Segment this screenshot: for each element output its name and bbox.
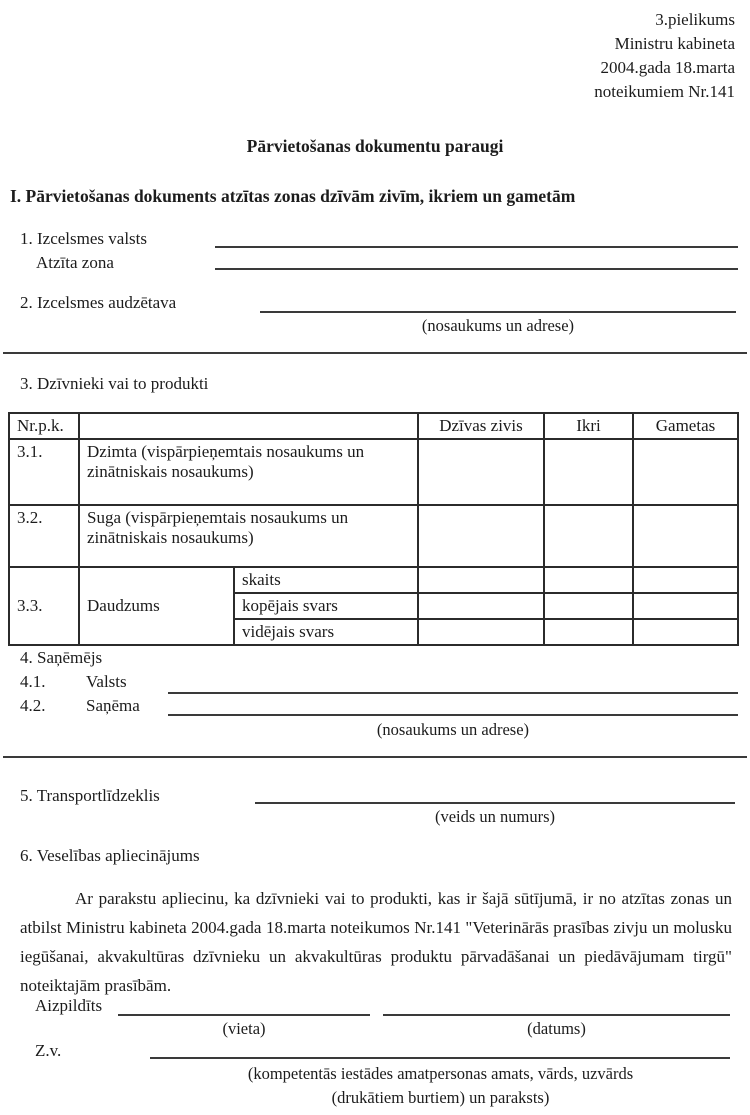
animals-table — [8, 412, 739, 646]
table-row — [9, 439, 738, 505]
row33b-gametes-cell — [633, 593, 738, 619]
row32-label: Suga (vispārpieņemtais nosaukums un zinātniskais nosaukums) — [79, 505, 418, 567]
item2-farm-line — [260, 311, 736, 313]
row33-sublabel-avg-weight: vidējais svars — [234, 619, 418, 645]
header-nrpk: Nr.p.k. — [9, 413, 79, 439]
row33a-roe-cell — [544, 567, 633, 593]
table-header-row — [9, 413, 738, 439]
row32-num: 3.2. — [9, 505, 79, 567]
row31-live-fish-cell — [418, 439, 544, 505]
signature-line — [150, 1057, 730, 1059]
table-row — [9, 567, 738, 593]
annex-number: 3.pielikums — [655, 10, 735, 29]
item5-transport-line — [255, 802, 735, 804]
row31-num: 3.1. — [9, 439, 79, 505]
item1-zone-line — [215, 268, 738, 270]
item4-row1-label: Valsts — [86, 672, 127, 691]
regulation-reference — [594, 8, 735, 104]
row33-num: 3.3. — [9, 567, 79, 645]
signature-caption — [113, 1062, 750, 1110]
row33-label: Daudzums — [79, 567, 234, 645]
item4-recipient-line — [168, 714, 738, 716]
item6-label: 6. Veselības apliecinājums — [20, 846, 200, 865]
filled-label: Aizpildīts — [35, 996, 103, 1015]
table-row — [9, 505, 738, 567]
header-roe: Ikri — [544, 413, 633, 439]
item1-sublabel: Atzīta zona — [36, 253, 114, 272]
health-declaration-paragraph: Ar parakstu apliecinu, ka dzīvnieki vai to produkti, kas ir šajā sūtījumā, ir no atzītas zonas un atbilst Ministru kabineta 2004.gada 18.marta noteikumos Nr.141 "Veterinārās prasības zivju un molusku iegūšanai, akvakultūras dzīvnieku un akvakultūras produktu pārvadāšanai un piedāvājumam tirgū" noteiktajām prasībām. — [20, 889, 732, 995]
row33c-gametes-cell — [633, 619, 738, 645]
row32-gametes-cell — [633, 505, 738, 567]
item4-caption: (nosaukums un adrese) — [376, 720, 530, 739]
item5-caption: (veids un numurs) — [434, 807, 556, 826]
section-heading: I. Pārvietošanas dokuments atzītas zonas dzīvām zivīm, ikriem un gametām — [10, 186, 576, 206]
header-gametes: Gametas — [633, 413, 738, 439]
item4-row2-label: Saņēma — [86, 696, 140, 715]
date-line: 2004.gada 18.marta — [600, 58, 735, 77]
row32-live-fish-cell — [418, 505, 544, 567]
item2-caption: (nosaukums un adrese) — [421, 316, 575, 335]
item4-row1-num: 4.1. — [20, 672, 46, 691]
date-caption: (datums) — [527, 1019, 586, 1038]
item5-label: 5. Transportlīdzeklis — [20, 786, 160, 805]
row33c-roe-cell — [544, 619, 633, 645]
row32-roe-cell — [544, 505, 633, 567]
signature-caption-line2: (drukātiem burtiem) un paraksts) — [331, 1088, 550, 1107]
item4-row2-num: 4.2. — [20, 696, 46, 715]
row33b-live-fish-cell — [418, 593, 544, 619]
section-divider-top — [3, 352, 747, 354]
header-empty — [79, 413, 418, 439]
item1-label: 1. Izcelsmes valsts — [20, 229, 147, 248]
document-title: Pārvietošanas dokumentu paraugi — [246, 136, 504, 156]
row33c-live-fish-cell — [418, 619, 544, 645]
signature-caption-line1: (kompetentās iestādes amatpersonas amats, vārds, uzvārds — [247, 1064, 634, 1083]
row33a-gametes-cell — [633, 567, 738, 593]
place-caption: (vieta) — [222, 1019, 266, 1038]
header-live-fish: Dzīvas zivis — [418, 413, 544, 439]
item4-country-line — [168, 692, 738, 694]
place-line — [118, 1014, 370, 1016]
row33a-live-fish-cell — [418, 567, 544, 593]
row33b-roe-cell — [544, 593, 633, 619]
issuer-line: Ministru kabineta — [614, 34, 735, 53]
regulation-number-line: noteikumiem Nr.141 — [594, 82, 735, 101]
date-line — [383, 1014, 730, 1016]
row31-roe-cell — [544, 439, 633, 505]
row33-sublabel-count: skaits — [234, 567, 418, 593]
item1-country-line — [215, 246, 738, 248]
seal-label: Z.v. — [35, 1041, 62, 1060]
item4-label: 4. Saņēmējs — [20, 648, 103, 667]
row31-gametes-cell — [633, 439, 738, 505]
item2-label: 2. Izcelsmes audzētava — [20, 293, 177, 312]
row31-label: Dzimta (vispārpieņemtais nosaukums un zinātniskais nosaukums) — [79, 439, 418, 505]
item3-label: 3. Dzīvnieki vai to produkti — [20, 374, 209, 393]
section-divider-bottom — [3, 756, 747, 758]
row33-sublabel-total-weight: kopējais svars — [234, 593, 418, 619]
